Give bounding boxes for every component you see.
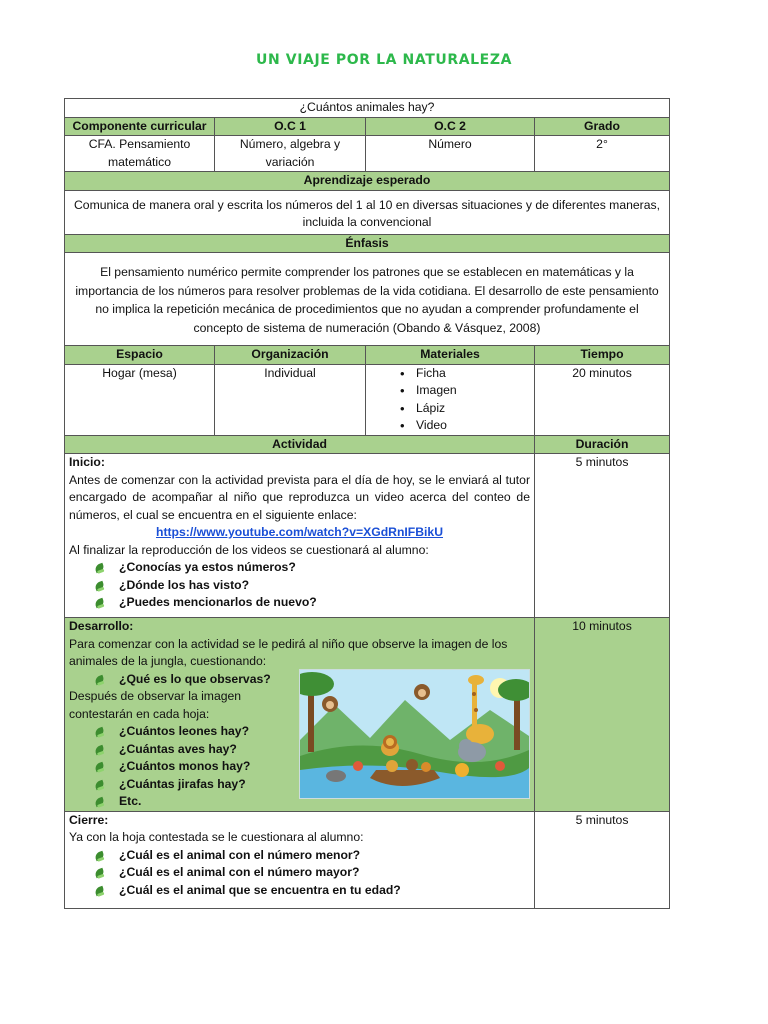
- cierre-label: Cierre:: [69, 812, 109, 827]
- cell-materiales: [366, 364, 535, 435]
- cell-cierre: [65, 811, 535, 908]
- leaf-icon: [94, 598, 105, 609]
- inicio-after: Al finalizar la reproducción de los videos se cuestionará al alumno:: [69, 542, 429, 557]
- header-espacio: Espacio: [65, 346, 215, 365]
- aprendizaje-text: Comunica de manera oral y escrita los números del 1 al 10 en diversas situaciones y de diferentes maneras, incluida la convencional: [65, 190, 670, 234]
- leaf-icon: [94, 727, 105, 738]
- leaf-icon: [94, 762, 105, 773]
- cell-grado: 2°: [535, 136, 670, 172]
- list-item: • Ficha: [400, 365, 530, 383]
- desarrollo-after-line1: Después de observar la imagen: [69, 689, 242, 703]
- desarrollo-duration: 10 minutos: [535, 618, 670, 812]
- list-item: [95, 671, 530, 689]
- list-item: • Lápiz: [400, 400, 530, 418]
- header-grado: Grado: [535, 117, 670, 136]
- header-actividad: Actividad: [65, 435, 535, 454]
- list-item: [95, 741, 530, 759]
- leaf-icon: [94, 580, 105, 591]
- cell-tiempo: 20 minutos: [535, 364, 670, 435]
- list-item: [95, 594, 530, 612]
- inicio-label: Inicio:: [69, 455, 105, 469]
- list-item: [95, 793, 530, 811]
- leaf-icon: [94, 563, 105, 574]
- list-item: [95, 864, 530, 882]
- componente-line2: matemático: [108, 154, 171, 169]
- desarrollo-after-line2: contestarán en cada hoja:: [69, 706, 210, 721]
- list-item: [95, 882, 530, 900]
- cell-oc1: [215, 136, 366, 172]
- cell-componente: [65, 136, 215, 172]
- oc1-line1: Número, algebra y: [239, 137, 341, 151]
- question-text: ¿Cuál es el animal con el número menor?: [119, 847, 361, 862]
- question-text: ¿Puedes mencionarlos de nuevo?: [119, 595, 317, 609]
- leaf-icon: [94, 868, 105, 879]
- list-item: • Video: [400, 417, 530, 435]
- cell-oc2: Número: [366, 136, 535, 172]
- desarrollo-questions: [69, 723, 530, 811]
- list-item: [95, 559, 530, 577]
- leaf-icon: [94, 885, 105, 896]
- question-title: ¿Cuántos animales hay?: [65, 99, 670, 118]
- list-item: [95, 776, 530, 794]
- lesson-table: [64, 98, 670, 909]
- question-text: ¿Conocías ya estos números?: [119, 560, 296, 574]
- header-aprendizaje: Aprendizaje esperado: [65, 172, 670, 191]
- leaf-icon: [94, 797, 105, 808]
- question-text: ¿Cuál es el animal con el número mayor?: [119, 865, 360, 879]
- question-text: ¿Cuántos monos hay?: [119, 759, 251, 773]
- cierre-questions: [69, 847, 530, 900]
- leaf-icon: [94, 674, 105, 685]
- header-enfasis: Énfasis: [65, 234, 670, 253]
- header-oc1: O.C 1: [215, 117, 366, 136]
- list-item: [95, 723, 530, 741]
- componente-line1: CFA. Pensamiento: [88, 137, 191, 151]
- inicio-duration: 5 minutos: [535, 454, 670, 618]
- header-organizacion: Organización: [215, 346, 366, 365]
- question-text: ¿Cuántas jirafas hay?: [119, 776, 246, 791]
- desarrollo-text: Para comenzar con la actividad se le pedirá al niño que observe la imagen de los animales de la jungla, cuestionando:: [69, 636, 508, 668]
- question-text: ¿Cuántas aves hay?: [119, 741, 237, 756]
- desarrollo-label: Desarrollo:: [69, 619, 134, 633]
- inicio-questions: [69, 559, 530, 612]
- video-link[interactable]: https://www.youtube.com/watch?v=XGdRnIFBikU: [156, 525, 443, 539]
- materiales-list: [370, 365, 530, 435]
- inicio-text: Antes de comenzar con la actividad prevista para el día de hoy, se le enviará al tutor encargado de acompañar al niño que reproduzca un video acerca del conteo de números, el cual se encuentra en el siguiente enlace:: [69, 472, 530, 522]
- oc1-line2: variación: [265, 154, 315, 169]
- list-item: [95, 758, 530, 776]
- question-text: ¿Cuál es el animal que se encuentra en tu edad?: [119, 882, 401, 897]
- desarrollo-first-question: [69, 671, 530, 689]
- question-text: ¿Dónde los has visto?: [119, 577, 250, 592]
- list-item: [95, 847, 530, 865]
- leaf-icon: [94, 779, 105, 790]
- document-title: UN VIAJE POR LA NATURALEZA: [256, 52, 512, 68]
- cell-organizacion: Individual: [215, 364, 366, 435]
- header-tiempo: Tiempo: [535, 346, 670, 365]
- header-oc2: O.C 2: [366, 117, 535, 136]
- question-text: ¿Qué es lo que observas?: [119, 671, 271, 686]
- enfasis-text: El pensamiento numérico permite comprender los patrones que se establecen en matemáticas y la importancia de los números para resolver problemas de la vida cotidiana. El desarrollo de este pensamiento no implica la repetición mecánica de procedimientos que no ayudan a comprender profundamente el concepto de sistema de numeración (Obando & Vásquez, 2008): [65, 253, 670, 346]
- question-text: ¿Cuántos leones hay?: [119, 724, 250, 738]
- header-componente: Componente curricular: [65, 117, 215, 136]
- cierre-text: Ya con la hoja contestada se le cuestionara al alumno:: [69, 830, 364, 844]
- header-materiales: Materiales: [366, 346, 535, 365]
- leaf-icon: [94, 850, 105, 861]
- cell-desarrollo: [65, 618, 535, 812]
- question-text: Etc.: [119, 794, 142, 808]
- cell-inicio: [65, 454, 535, 618]
- leaf-icon: [94, 744, 105, 755]
- header-duracion: Duración: [535, 435, 670, 454]
- list-item: [95, 577, 530, 595]
- list-item: • Imagen: [400, 382, 530, 400]
- cierre-duration: 5 minutos: [535, 811, 670, 908]
- cell-espacio: Hogar (mesa): [65, 364, 215, 435]
